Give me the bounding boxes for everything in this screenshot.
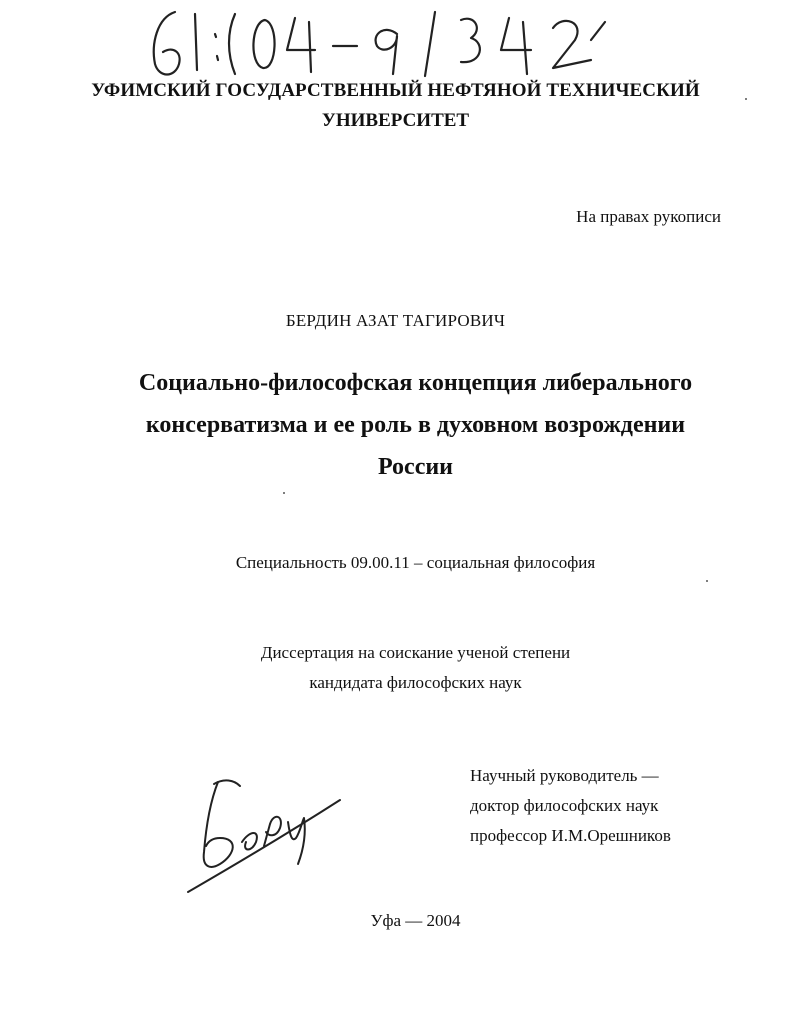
specialty: Специальность 09.00.11 – социальная философия xyxy=(235,553,596,572)
degree-line-1: Диссертация на соискание ученой степени xyxy=(260,643,571,662)
university-name-line-2: УНИВЕРСИТЕТ xyxy=(321,110,470,131)
degree-line-2: кандидата философских наук xyxy=(309,673,522,692)
scan-speck xyxy=(283,492,285,494)
handwritten-shelf-mark xyxy=(135,4,615,86)
author-signature xyxy=(180,772,350,897)
manuscript-rights-note: На правах рукописи xyxy=(576,207,721,226)
scan-speck xyxy=(745,98,747,100)
title-line-3: России xyxy=(377,454,454,480)
scientific-advisor xyxy=(470,761,671,851)
advisor-line-3: профессор И.М.Орешников xyxy=(470,826,671,845)
advisor-line-1: Научный руководитель — xyxy=(470,766,659,785)
city-and-year: Уфа — 2004 xyxy=(370,911,461,930)
advisor-line-2: доктор философских наук xyxy=(470,796,659,815)
scan-speck xyxy=(706,580,708,582)
dissertation-title xyxy=(0,362,791,488)
university-name-line-1: УФИМСКИЙ ГОСУДАРСТВЕННЫЙ НЕФТЯНОЙ ТЕХНИЧЕСКИЙ xyxy=(91,80,700,101)
title-line-1: Социально-философская концепция либерального xyxy=(138,370,693,396)
title-line-2: консерватизма и ее роль в духовном возрождении xyxy=(145,412,686,438)
author-name: БЕРДИН АЗАТ ТАГИРОВИЧ xyxy=(285,311,506,330)
